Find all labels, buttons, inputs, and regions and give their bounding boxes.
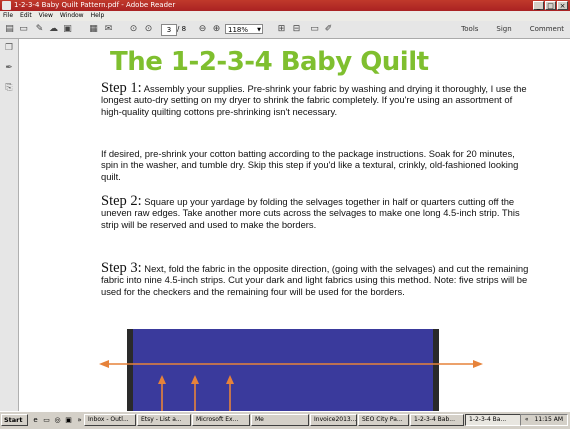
zoom-out-icon[interactable]: ⊖	[198, 24, 207, 34]
task-excel[interactable]	[192, 414, 250, 426]
system-tray	[520, 414, 568, 426]
step-text: Next, fold the fabric in the opposite direction, (going with the selvages) and cut the remaining fabric into nine 4.5-inch strips. Cut your dark and light fabrics using this method. Note: five strips will be used for the checkers and the remaining four will be used for the borders.	[101, 263, 529, 297]
step-3-paragraph	[101, 260, 531, 297]
folder-icon[interactable]: ▭	[43, 416, 50, 424]
fit-width-icon[interactable]: ⊟	[292, 24, 301, 34]
outlook-icon[interactable]: ◎	[54, 416, 61, 424]
signature-pen-icon[interactable]: ✒	[5, 63, 13, 73]
open-icon[interactable]: ▭	[19, 24, 28, 34]
attachments-icon[interactable]: ⎘	[5, 83, 13, 93]
step-label: Step 2:	[101, 193, 142, 209]
task-label: Etsy - List a...	[141, 416, 182, 423]
step-text: Assembly your supplies. Pre-shrink your fabric by washing and drying it thoroughly, I use the longest auto-dry setting on my dryer to shrink the fabric completely. If you're using an assortment of high-quality quilting cottons pre-shrinking isn't necessary.	[101, 83, 527, 117]
task-etsy[interactable]	[137, 414, 191, 426]
fit-page-icon[interactable]: ⊞	[277, 24, 286, 34]
sign-link[interactable]: Sign	[496, 25, 512, 33]
task-label: Me	[255, 416, 264, 423]
menu-window[interactable]: Window	[59, 12, 84, 19]
task-label: 1-2-3-4 Bab...	[414, 416, 455, 423]
chevron-down-icon: ▼	[257, 27, 261, 33]
window-title-bar	[0, 0, 570, 11]
arrow-right-head	[473, 360, 483, 368]
task-label: Inbox - Outl...	[88, 416, 129, 423]
task-label: Microsoft Ex...	[196, 416, 239, 423]
edit-pdf-icon[interactable]: ✎	[35, 24, 44, 34]
page-number-input[interactable]: 3	[161, 24, 177, 36]
previous-page-icon[interactable]: ⊙	[129, 24, 138, 34]
arrow-left-head	[99, 360, 109, 368]
zoom-value: 118%	[228, 26, 249, 34]
cloud-icon[interactable]: ☁	[49, 24, 58, 34]
paragraph-text: If desired, pre-shrink your cotton batting according to the package instructions. Soak for 20 minutes, spin in the washer, and tumble dry. Skip this step if you'd like a textural, crinkly, old-fashioned looking quilt.	[101, 148, 519, 182]
menu-view[interactable]: View	[38, 12, 53, 19]
fabric-rectangle	[127, 329, 439, 411]
clock: 11:15 AM	[534, 416, 563, 423]
right-selvage	[433, 329, 439, 411]
menu-file[interactable]: File	[3, 12, 14, 19]
start-button[interactable]	[1, 414, 28, 426]
create-icon[interactable]: ▤	[5, 24, 14, 34]
task-invoice[interactable]	[310, 414, 357, 426]
task-seo[interactable]	[358, 414, 409, 426]
task-outlook[interactable]	[84, 414, 136, 426]
more-icon[interactable]: »	[77, 416, 82, 424]
step-2-paragraph	[101, 193, 531, 230]
page-count: / 8	[177, 25, 187, 33]
print-icon[interactable]: ▦	[89, 24, 98, 34]
close-button[interactable]: ×	[557, 1, 568, 10]
left-selvage	[127, 329, 133, 411]
minimize-button[interactable]: _	[533, 1, 544, 10]
task-me-folder[interactable]	[251, 414, 309, 426]
document-title: The 1-2-3-4 Baby Quilt	[110, 47, 429, 77]
step-label: Step 1:	[101, 80, 142, 96]
page-thumbnails-icon[interactable]: ❐	[4, 43, 14, 53]
menu-edit[interactable]: Edit	[20, 12, 32, 19]
panel-links	[461, 21, 564, 38]
next-page-icon[interactable]: ⊙	[144, 24, 153, 34]
task-label: 1-2-3-4 Ba...	[469, 416, 507, 423]
task-adobe-reader[interactable]	[465, 414, 521, 426]
highlight-icon[interactable]: ✐	[324, 24, 333, 34]
menu-help[interactable]: Help	[90, 12, 105, 19]
show-desktop-icon[interactable]: ▣	[65, 416, 72, 424]
window-controls	[533, 1, 568, 10]
tray-icon[interactable]: «	[524, 416, 529, 423]
toolbar	[0, 21, 570, 39]
batting-paragraph	[101, 148, 531, 182]
email-icon[interactable]: ✉	[104, 24, 113, 34]
start-label: Start	[4, 416, 23, 424]
zoom-select[interactable]	[225, 24, 263, 34]
task-label: Invoice2013...	[314, 416, 357, 423]
step-label: Step 3:	[101, 260, 142, 276]
tools-link[interactable]: Tools	[461, 25, 479, 33]
comment-link[interactable]: Comment	[529, 25, 564, 33]
task-quilt-doc[interactable]	[410, 414, 464, 426]
document-viewport[interactable]	[19, 39, 570, 411]
save-icon[interactable]: ▣	[63, 24, 72, 34]
pdf-page	[19, 39, 570, 411]
ie-icon[interactable]: e	[33, 416, 38, 424]
window-title: 1-2-3-4 Baby Quilt Pattern.pdf - Adobe Reader	[14, 1, 176, 9]
comment-bubble-icon[interactable]: ▭	[310, 24, 319, 34]
taskbar	[0, 411, 570, 429]
maximize-button[interactable]: □	[545, 1, 556, 10]
zoom-in-icon[interactable]: ⊕	[212, 24, 221, 34]
step-1-paragraph	[101, 80, 531, 117]
task-label: SEO City Pa...	[362, 416, 403, 423]
fabric-cutting-diagram	[19, 329, 570, 411]
step-text: Square up your yardage by folding the selvages together in half or quarters cutting off the uneven raw edges. Take another more cuts across the selvages to make one long 4.5-inch strip. This strip will be reserved and used to make the borders.	[101, 196, 520, 230]
adobe-reader-app-icon	[2, 1, 11, 10]
menu-bar	[0, 11, 570, 21]
navigation-panel	[0, 39, 19, 411]
